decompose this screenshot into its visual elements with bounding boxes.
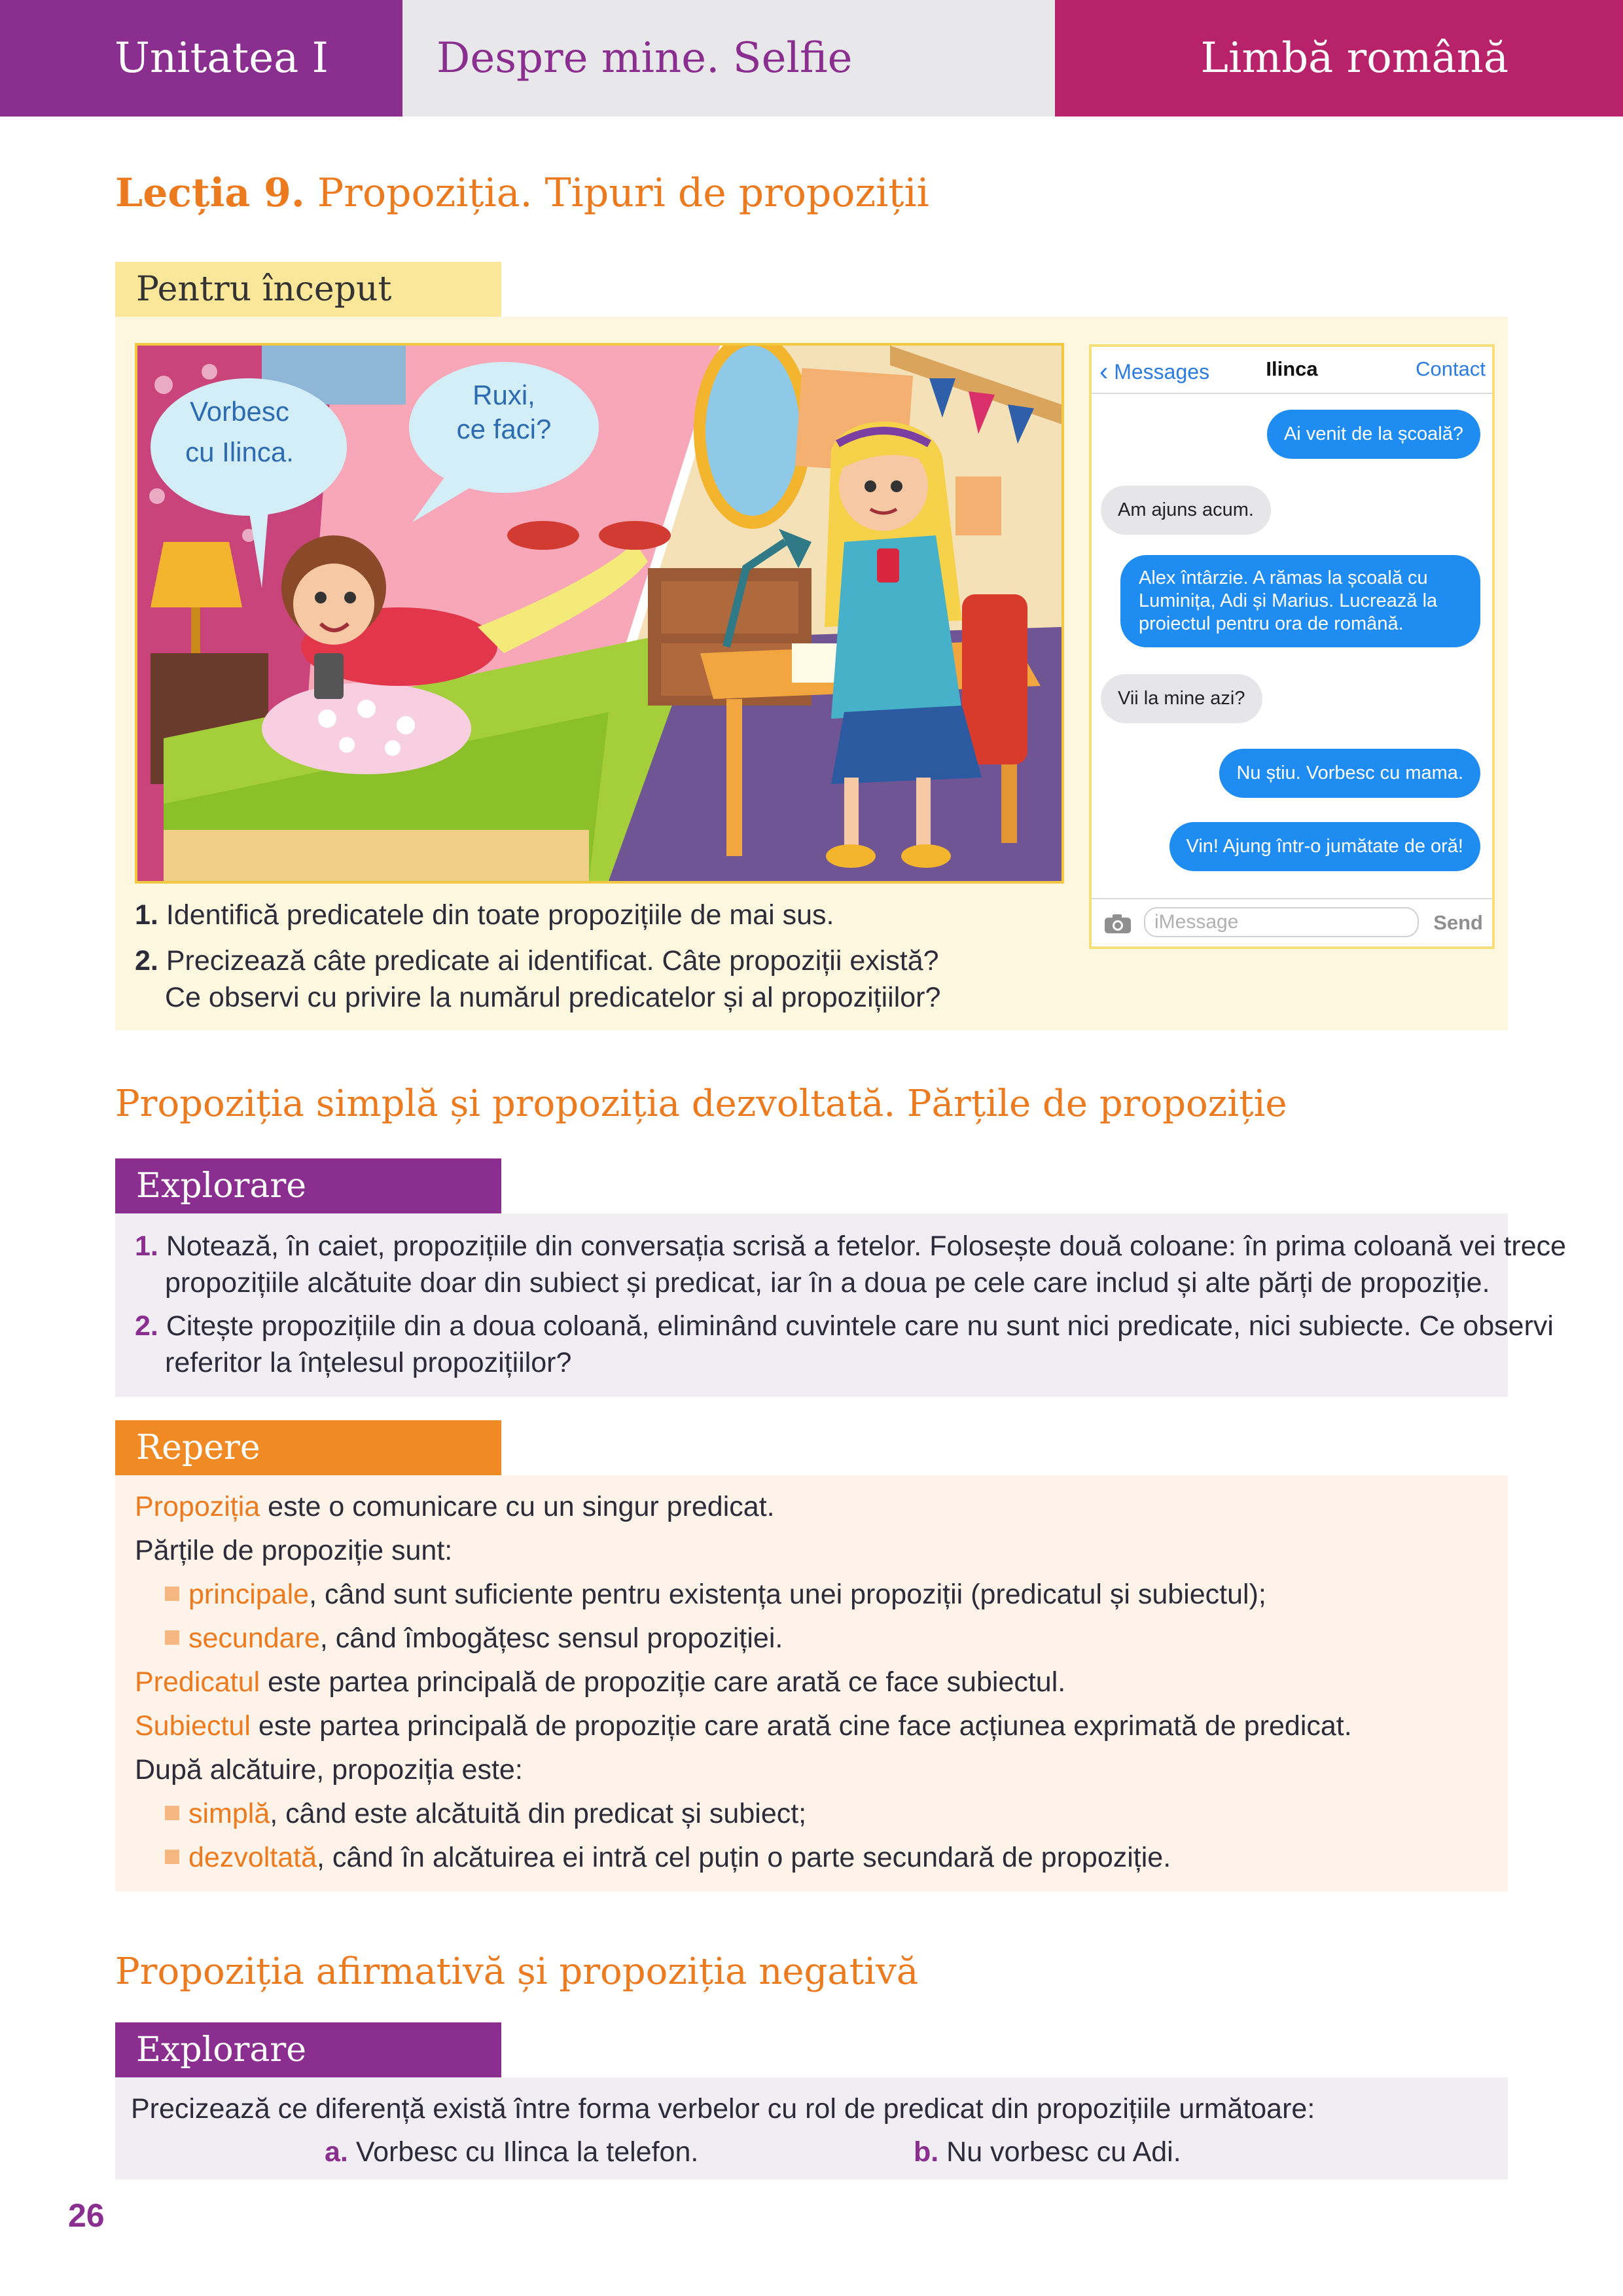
lesson-title [115,170,929,216]
header-subject: Limbă română [1055,0,1623,117]
explore-item-1-cont: propozițiile alcătuite doar din subiect și predicat, iar în a doua pe cele care includ și alte părți de propoziție. [165,1267,1490,1299]
repere-tab: Repere [115,1420,501,1475]
intro-question-2 [135,942,939,979]
example-text: Nu vorbesc cu Adi. [946,2136,1181,2168]
definition: este partea principală de propoziție care arată ce face subiectul. [260,1666,1066,1698]
definition: este partea principală de propoziție care arată cine face acțiunea exprimată de predicat. [250,1710,1352,1742]
keyword: secundare [188,1623,320,1654]
section-title-2: Propoziția afirmativă și propoziția negativă [115,1950,919,1993]
example-b [914,2134,1181,2170]
explore-prompt: Precizează ce diferență există între forma verbelor cu rol de predicat din propozițiile următoare: [131,2093,1315,2125]
lesson-number: Lecția 9. [115,170,305,216]
question-text: Precizează câte predicate ai identificat. Câte propoziții există? [166,945,939,977]
example-text: Vorbesc cu Ilinca la telefon. [355,2136,699,2168]
phone-conversation [1089,344,1495,949]
repere-line [135,1488,775,1525]
repere-line: După alcătuire, propoziția este: [135,1754,523,1785]
imessage-input[interactable]: iMessage [1144,907,1419,937]
definition: , când este alcătuită din predicat și subiect; [270,1798,807,1829]
explore-item-2 [135,1308,1554,1344]
question-number: 2. [135,945,158,977]
item-text: Notează, în caiet, propozițiile din conversația scrisă a fetelor. Folosește două coloane: în prima coloană vei trece [166,1230,1567,1262]
example-a [325,2134,698,2170]
illustration [135,343,1064,884]
intro-question-1 [135,897,834,933]
explore-tab-1: Explorare [115,1158,501,1213]
page-number: 26 [68,2197,105,2234]
bullet-square-icon [165,1850,179,1864]
keyword: simplă [188,1798,270,1829]
intro-question-2-cont: Ce observi cu privire la numărul predicatelor și al propozițiilor? [165,982,941,1013]
intro-tab: Pentru început [115,262,501,317]
repere-bullet [165,1839,1171,1876]
keyword: principale [188,1579,310,1610]
speech-left-line-1: Vorbesc [190,396,289,427]
speech-left-line-2: cu Ilinca. [185,437,294,467]
definition: , când îmbogățesc sensul propoziției. [319,1623,783,1654]
message-bubble-out: Vin! Ajung într-o jumătate de oră! [1169,822,1480,871]
camera-icon[interactable] [1103,912,1132,938]
message-bubble-out: Nu știu. Vorbesc cu mama. [1219,749,1480,798]
phone-nav-bar [1092,347,1492,394]
speech-bubble-right [412,378,596,446]
contact-button[interactable]: Contact [1416,357,1486,380]
header-topic: Despre mine. Selfie [402,0,1055,117]
back-label: Messages [1114,360,1210,384]
item-number: 2. [135,1310,158,1342]
item-text: Citește propozițiile din a doua coloană, eliminând cuvintele care nu sunt nici predicate, nici subiecte. Ce observi [166,1310,1554,1342]
definition: , când sunt suficiente pentru existența unei propoziții (predicatul și subiectul); [309,1579,1266,1610]
explore-item-2-cont: referitor la înțelesul propozițiilor? [165,1347,572,1378]
item-number: 1. [135,1230,158,1262]
lesson-title-text: Propoziția. Tipuri de propoziții [317,170,929,216]
message-bubble-out: Alex întârzie. A rămas la școală cu Luminița, Adi și Marius. Lucrează la proiectul pentru ora de română. [1120,555,1480,647]
send-button[interactable]: Send [1433,911,1483,934]
definition: este o comunicare cu un singur predicat. [260,1491,775,1522]
repere-line [135,1708,1352,1744]
explore-tab-2: Explorare [115,2022,501,2077]
repere-line [135,1664,1065,1700]
repere-bullet [165,1795,806,1832]
header-unit: Unitatea I [0,0,402,117]
message-bubble-out: Ai venit de la școală? [1267,410,1480,459]
keyword: Propoziția [135,1491,260,1522]
definition: , când în alcătuirea ei intră cel puțin o parte secundară de propoziție. [317,1842,1171,1873]
repere-bullet [165,1620,783,1657]
bullet-square-icon [165,1630,179,1645]
speech-bubble-left [148,391,331,473]
chevron-left-icon: ‹ [1099,357,1109,386]
question-number: 1. [135,899,158,931]
contact-name: Ilinca [1266,357,1318,380]
section-title-1: Propoziția simplă și propoziția dezvoltată. Părțile de propoziție [115,1083,1287,1125]
repere-bullet [165,1576,1266,1613]
explore-item-1 [135,1228,1566,1265]
compose-bar [1092,898,1492,946]
example-label: a. [325,2136,348,2168]
keyword: dezvoltată [188,1842,317,1873]
keyword: Subiectul [135,1710,251,1742]
speech-right-line-2: ce faci? [456,414,552,444]
message-bubble-in: Am ajuns acum. [1101,486,1271,535]
message-bubble-in: Vii la mine azi? [1101,674,1262,723]
bullet-square-icon [165,1587,179,1601]
example-label: b. [914,2136,939,2168]
question-text: Identifică predicatele din toate propozițiile de mai sus. [166,899,834,931]
speech-right-line-1: Ruxi, [473,380,535,410]
keyword: Predicatul [135,1666,260,1698]
repere-line: Părțile de propoziție sunt: [135,1535,453,1566]
bullet-square-icon [165,1806,179,1820]
